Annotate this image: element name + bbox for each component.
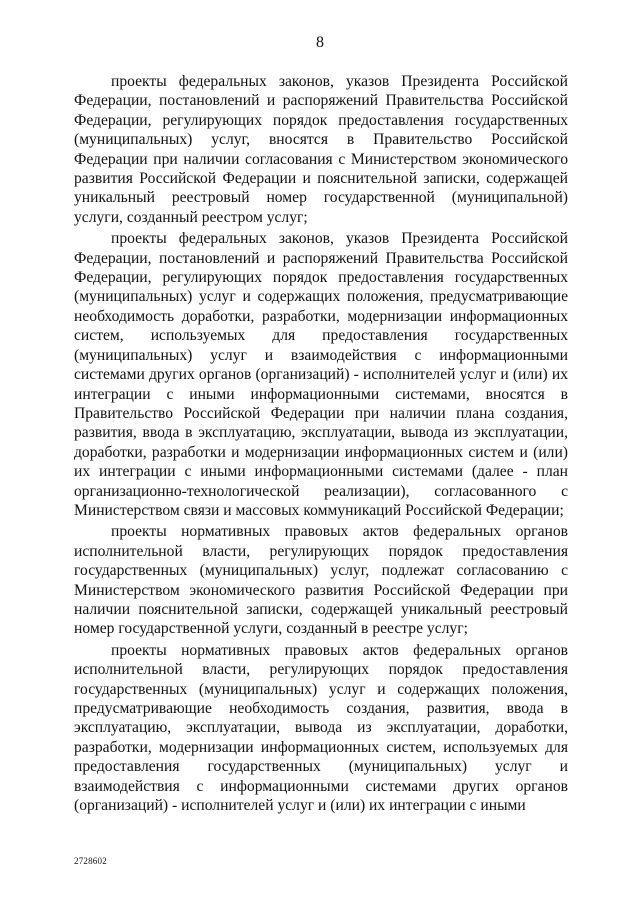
document-code: 2728602 <box>74 856 107 866</box>
paragraph-normative-acts-information-systems: проекты нормативных правовых актов федеральных органов исполнительной власти, регулирующих порядок предоставления государственных (муниципальных) услуг и содержащих положения, предусматривающие необходимость создания, развития, ввода в эксплуатацию, эксплуатации, вывода из эксплуатации, доработки, разработки, модернизации информационных систем, используемых для предоставления государственных (муниципальных) услуг и взаимодействия с информационными системами других органов (организаций) - исполнителей услуг и (или) их интеграции с иными <box>74 641 568 815</box>
paragraph-normative-acts-approval: проекты нормативных правовых актов федеральных органов исполнительной власти, регулирующих порядок предоставления государственных (муниципальных) услуг, подлежат согласованию с Министерством экономического развития Российской Федерации при наличии пояснительной записки, содержащей уникальный реестровый номер государственной услуги, созданный в реестре услуг; <box>74 523 568 638</box>
document-body <box>74 72 568 817</box>
page-number: 8 <box>316 34 324 51</box>
paragraph-bills-registry-number: проекты федеральных законов, указов Президента Российской Федерации, постановлений и распоряжений Правительства Российской Федерации, регулирующих порядок предоставления государственных (муниципальных) услуг, вносятся в Правительство Российской Федерации при наличии согласования с Министерством экономического развития Российской Федерации и пояснительной записки, содержащей уникальный реестровый номер государственной (муниципальной) услуги, созданный реестром услуг; <box>74 73 568 226</box>
paragraph-bills-information-systems: проекты федеральных законов, указов Президента Российской Федерации, постановлений и распоряжений Правительства Российской Федерации, регулирующих порядок предоставления государственных (муниципальных) услуг и содержащих положения, предусматривающие необходимость доработки, разработки, модернизации информационных систем, используемых для предоставления государственных (муниципальных) услуг и взаимодействия с информационными системами других органов (организаций) - исполнителей услуг и (или) их интеграции с иными информационными системами, вносятся в Правительство Российской Федерации при наличии плана создания, развития, ввода в эксплуатацию, эксплуатации, вывода из эксплуатации, доработки, разработки и модернизации информационных систем и (или) их интеграции с иными информационными системами (далее - план организационно-технологической реализации), согласованного с Министерством связи и массовых коммуникаций Российской Федерации; <box>74 230 568 519</box>
